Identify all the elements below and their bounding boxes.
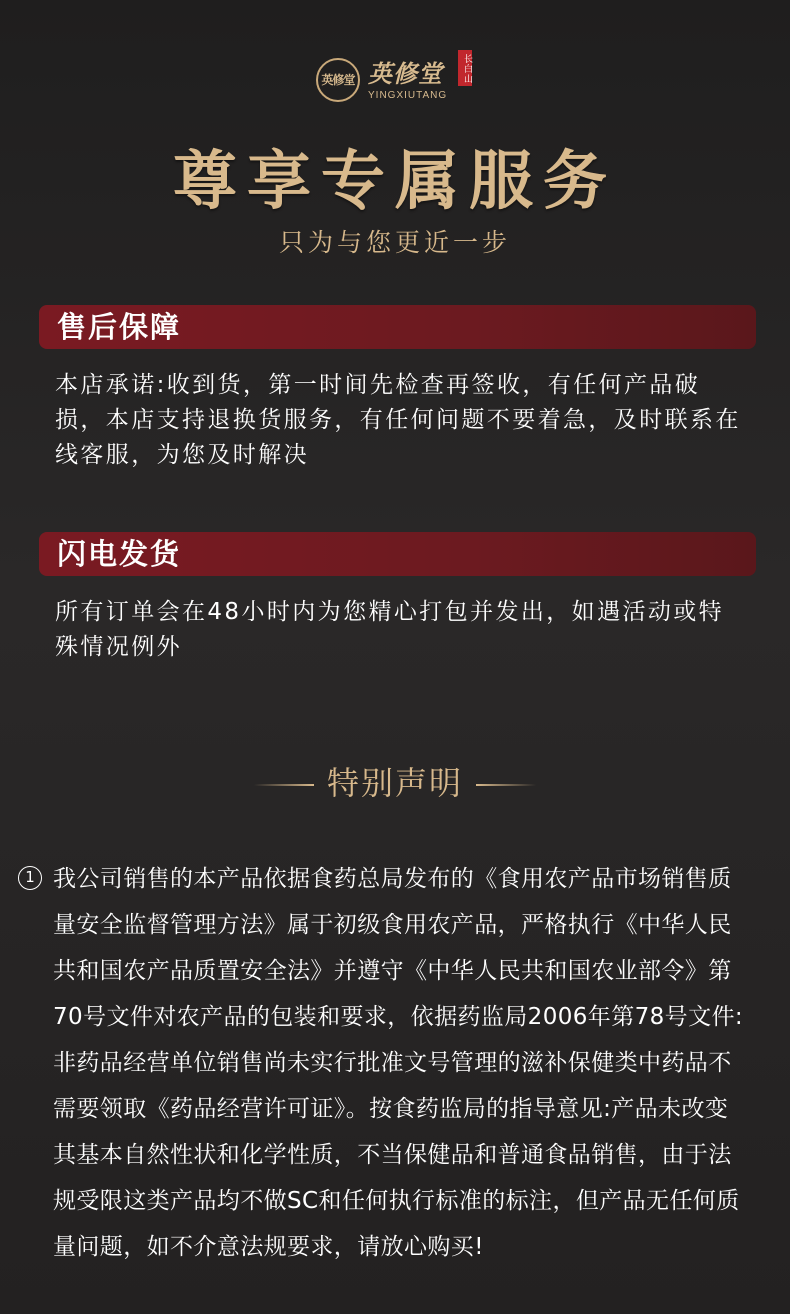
section-bar-fast-shipping xyxy=(39,532,756,576)
divider-line-right xyxy=(476,784,536,786)
divider-line-left xyxy=(254,784,314,786)
circled-number-marker: 1 xyxy=(18,866,42,890)
brand-logo xyxy=(316,50,476,106)
brand-romanized: YINGXIUTANG xyxy=(368,90,448,101)
statement-title: 特别声明 xyxy=(326,764,463,802)
statement-body: 我公司销售的本产品依据食药总局发布的《食用农产品市场销售质量安全监督管理方法》属于初级食用农产品，严格执行《中华人民共和国农产品质置安全法》并遵守《中华人民共和国农业部令》第70号文件对农产品的包装和要求，依据药监局2006年第78号文件:非药品经营单位销售尚未实行批准文号管理的滋补保健类中药品不需要领取《药品经营许可证》。按食药监局的指导意见:产品未改变其基本自然性状和化学性质，不当保健品和普通食品销售，由于法规受限这类产品均不做SC和任何执行标准的标注，但产品无任何质量问题，如不介意法规要求，请放心购买! xyxy=(53,866,744,1260)
section-body-after-sales: 本店承诺:收到货，第一时间先检查再签收，有任何产品破损，本店支持退换货服务，有任何问题不要着急，及时联系在线客服，为您及时解决 xyxy=(55,372,741,468)
section-title-fast-shipping: 闪电发货 xyxy=(57,537,182,571)
hero-title: 尊享专属服务 xyxy=(173,144,617,219)
brand-seal-icon: 英修堂 xyxy=(316,58,360,102)
hero-subtitle: 只为与您更近一步 xyxy=(278,228,511,257)
section-title-after-sales: 售后保障 xyxy=(57,310,182,344)
brand-name: 英修堂 xyxy=(368,59,443,88)
section-body-fast-shipping: 所有订单会在48小时内为您精心打包并发出，如遇活动或特殊情况例外 xyxy=(55,599,725,660)
brand-tag: 长白山 xyxy=(458,50,472,86)
statement-header xyxy=(0,758,790,808)
section-bar-after-sales xyxy=(39,305,756,349)
